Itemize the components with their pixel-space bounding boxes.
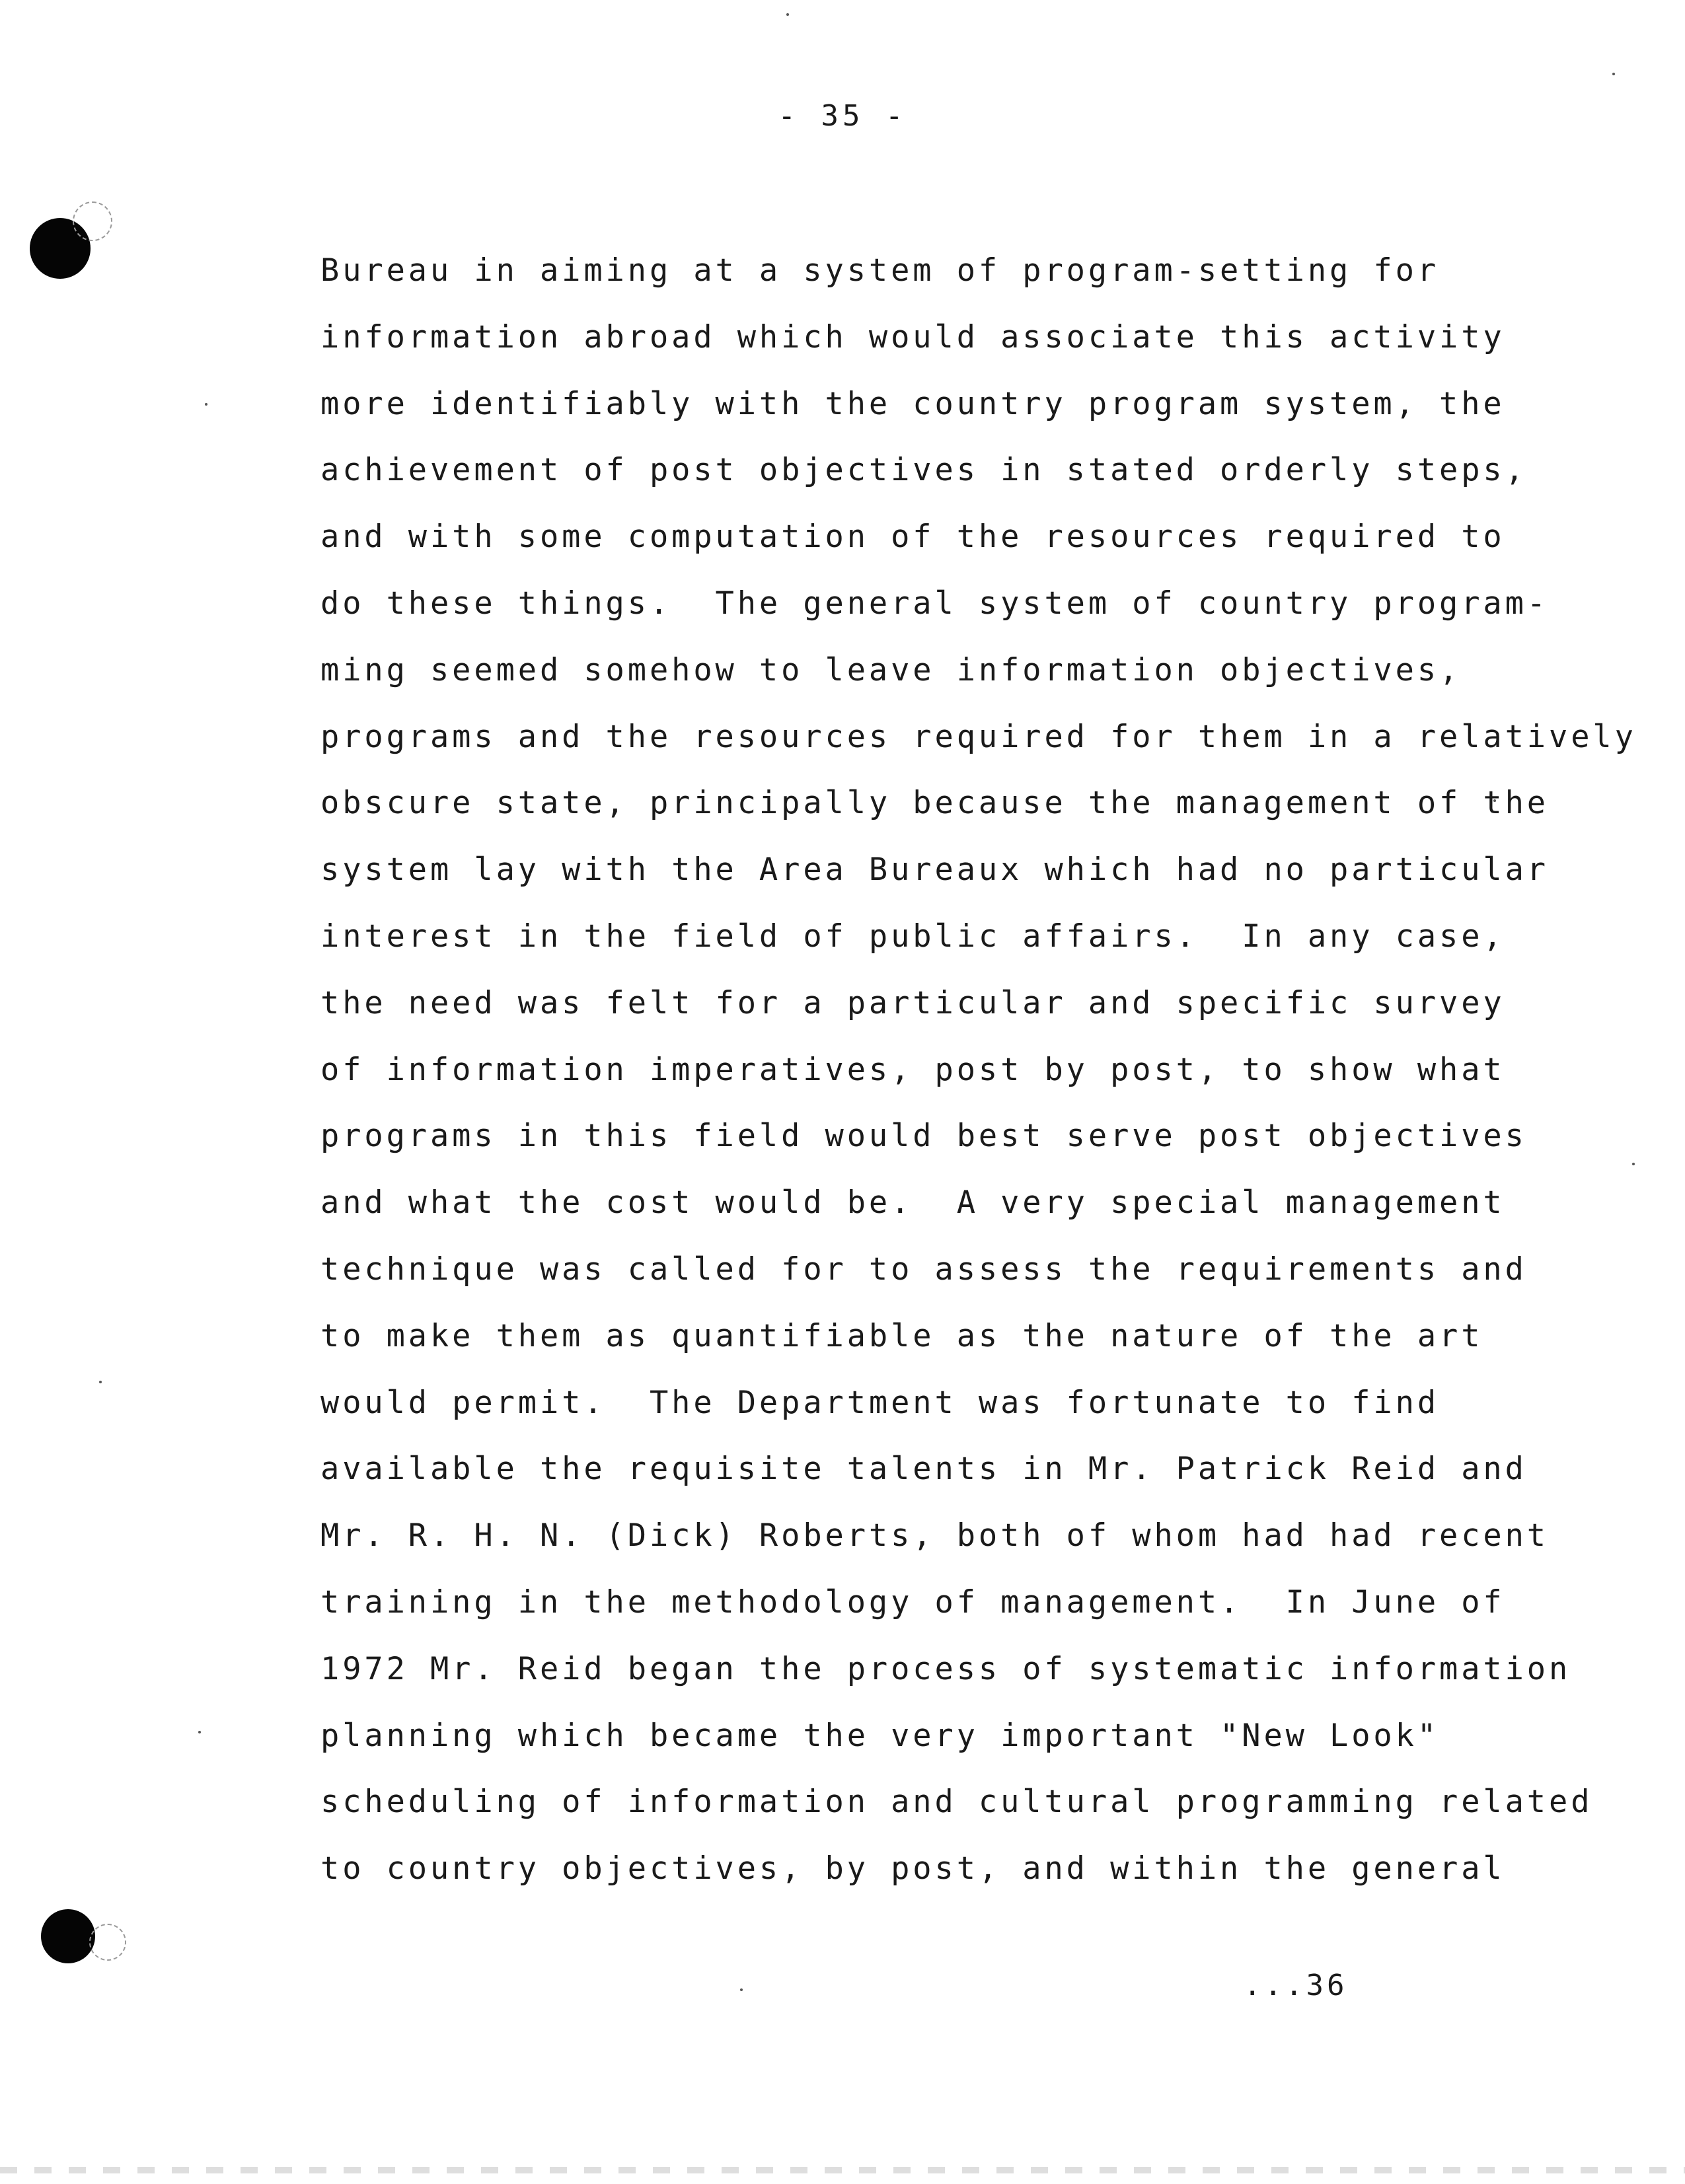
continuation-marker: ...36 xyxy=(1244,1969,1348,2002)
scan-speck xyxy=(1632,1163,1635,1165)
text-line: planning which became the very important "New Look" xyxy=(320,1717,1440,1754)
text-line: programs in this field would best serve post objectives xyxy=(320,1118,1527,1155)
scan-edge-artifact xyxy=(0,2167,1685,2173)
punch-hole-shadow-top xyxy=(73,201,112,241)
text-line: interest in the field of public affairs. In any case, xyxy=(320,918,1505,955)
text-line: ming seemed somehow to leave information objectives, xyxy=(320,651,1462,688)
text-line: Bureau in aiming at a system of program-setting for xyxy=(320,252,1440,289)
text-line: and what the cost would be. A very special management xyxy=(320,1184,1505,1221)
text-line: obscure state, principally because the management of the xyxy=(320,785,1549,822)
text-line: of information imperatives, post by post, to show what xyxy=(320,1051,1505,1088)
body-text xyxy=(320,238,1637,1903)
text-line: achievement of post objectives in stated orderly steps, xyxy=(320,452,1527,489)
punch-hole-shadow-bottom xyxy=(89,1924,126,1961)
text-line: information abroad which would associate this activity xyxy=(320,318,1505,355)
text-line: do these things. The general system of country program- xyxy=(320,585,1549,622)
scan-speck xyxy=(205,403,207,406)
text-line: technique was called for to assess the requirements and xyxy=(320,1251,1527,1288)
text-line: training in the methodology of management. In June of xyxy=(320,1583,1505,1620)
text-line: and with some computation of the resources required to xyxy=(320,519,1505,556)
scan-speck xyxy=(99,1381,102,1383)
scan-speck xyxy=(786,13,789,16)
text-line: more identifiably with the country program system, the xyxy=(320,385,1505,422)
text-line: to country objectives, by post, and within the general xyxy=(320,1850,1505,1887)
scan-speck xyxy=(740,1988,743,1991)
text-line: to make them as quantifiable as the nature of the art xyxy=(320,1317,1483,1354)
text-line: system lay with the Area Bureaux which had no particular xyxy=(320,852,1549,889)
text-line: would permit. The Department was fortunate to find xyxy=(320,1384,1440,1421)
text-line: the need was felt for a particular and specific survey xyxy=(320,984,1505,1021)
text-line: programs and the resources required for them in a relatively xyxy=(320,718,1637,755)
scan-speck xyxy=(1612,73,1615,75)
scan-speck xyxy=(198,1731,201,1733)
page-number: - 35 - xyxy=(778,99,907,133)
text-line: scheduling of information and cultural programming related xyxy=(320,1784,1593,1821)
text-line: 1972 Mr. Reid began the process of systematic information xyxy=(320,1650,1571,1687)
punch-hole-bottom xyxy=(41,1909,95,1963)
text-line: available the requisite talents in Mr. Patrick Reid and xyxy=(320,1451,1527,1488)
text-line: Mr. R. H. N. (Dick) Roberts, both of whom had had recent xyxy=(320,1517,1549,1554)
